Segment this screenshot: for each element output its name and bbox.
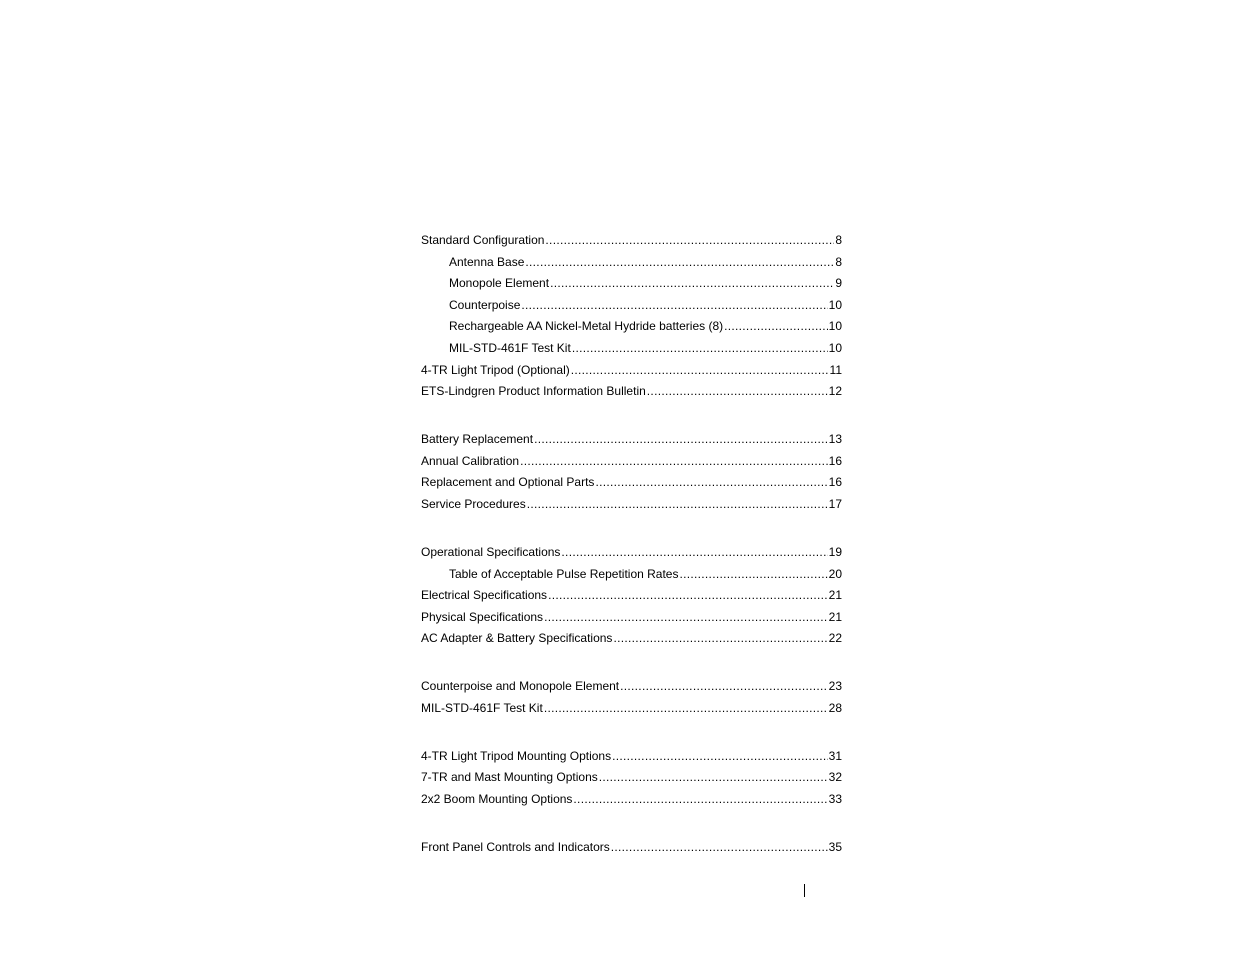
dot-leader xyxy=(599,767,828,789)
dot-leader xyxy=(527,494,828,516)
toc-entry-page: 22 xyxy=(828,631,842,646)
toc-entry-title: Annual Calibration xyxy=(421,453,520,468)
toc-entry-front-panel-controls[interactable] xyxy=(421,837,842,859)
toc-entry-page: 10 xyxy=(828,319,842,334)
toc-entry-title: 4-TR Light Tripod Mounting Options xyxy=(421,748,612,763)
dot-leader xyxy=(521,295,827,317)
toc-entry-title: Physical Specifications xyxy=(421,609,544,624)
toc-entry-rechargeable-batteries[interactable] xyxy=(421,316,842,338)
toc-entry-title: AC Adapter & Battery Specifications xyxy=(421,631,613,646)
toc-entry-mil-std-test-kit-assembly[interactable] xyxy=(421,698,842,720)
toc-entry-title: Front Panel Controls and Indicators xyxy=(421,840,610,855)
footer-rule-mark xyxy=(804,884,805,897)
toc-entry-title: Rechargeable AA Nickel-Metal Hydride batteries (8) xyxy=(449,319,724,334)
toc-entry-title: ETS-Lindgren Product Information Bulletin xyxy=(421,384,646,399)
toc-entry-page: 10 xyxy=(828,297,842,312)
toc-entry-page: 28 xyxy=(828,700,842,715)
toc-entry-page: 8 xyxy=(835,233,842,247)
toc-entry-service-procedures[interactable] xyxy=(421,494,842,516)
toc-entry-page: 35 xyxy=(828,840,842,855)
dot-leader xyxy=(525,252,834,274)
dot-leader xyxy=(620,676,828,698)
dot-leader xyxy=(724,316,828,338)
toc-entry-title: Battery Replacement xyxy=(421,432,534,447)
dot-leader xyxy=(595,472,827,494)
toc-entry-monopole-element[interactable] xyxy=(421,273,842,295)
dot-leader xyxy=(545,230,834,252)
section-gap xyxy=(421,719,842,745)
dot-leader xyxy=(548,585,828,607)
toc-entry-standard-configuration[interactable] xyxy=(421,230,842,252)
toc-entry-page: 21 xyxy=(828,609,842,624)
toc-entry-title: Antenna Base xyxy=(449,254,525,269)
dot-leader xyxy=(572,338,828,360)
dot-leader xyxy=(612,746,828,768)
toc-entry-annual-calibration[interactable] xyxy=(421,451,842,473)
toc-entry-title: Table of Acceptable Pulse Repetition Rates xyxy=(449,566,679,581)
toc-entry-page: 13 xyxy=(828,432,842,447)
toc-entry-battery-replacement[interactable] xyxy=(421,429,842,451)
toc-entry-page: 21 xyxy=(828,588,842,603)
toc-entry-title: 2x2 Boom Mounting Options xyxy=(421,792,573,807)
toc-entry-page: 10 xyxy=(828,340,842,355)
toc-entry-page: 8 xyxy=(835,254,842,269)
toc-entry-product-information-bulletin[interactable] xyxy=(421,381,842,403)
dot-leader xyxy=(520,451,828,473)
toc-entry-page: 16 xyxy=(828,475,842,490)
toc-entry-title: 7-TR and Mast Mounting Options xyxy=(421,770,598,785)
toc-entry-title: Monopole Element xyxy=(449,276,550,291)
toc-entry-title: Service Procedures xyxy=(421,496,526,511)
toc-entry-replacement-optional-parts[interactable] xyxy=(421,472,842,494)
toc-entry-boom-mounting[interactable] xyxy=(421,789,842,811)
toc-entry-page: 11 xyxy=(829,362,842,377)
toc-entry-mil-std-test-kit[interactable] xyxy=(421,338,842,360)
toc-entry-title: Operational Specifications xyxy=(421,544,561,559)
toc-entry-page: 20 xyxy=(828,566,842,581)
section-gap xyxy=(421,516,842,542)
dot-leader xyxy=(573,789,827,811)
table-of-contents xyxy=(421,230,842,859)
dot-leader xyxy=(611,837,828,859)
toc-entry-title: Electrical Specifications xyxy=(421,588,548,603)
section-gap xyxy=(421,650,842,676)
toc-entry-page: 31 xyxy=(828,748,842,763)
dot-leader xyxy=(571,360,829,382)
toc-entry-title: MIL-STD-461F Test Kit xyxy=(421,700,543,715)
toc-entry-ac-adapter-battery-specifications[interactable] xyxy=(421,628,842,650)
dot-leader xyxy=(613,628,827,650)
toc-entry-page: 32 xyxy=(828,770,842,785)
toc-entry-page: 12 xyxy=(828,384,842,399)
dot-leader xyxy=(561,542,827,564)
toc-entry-page: 16 xyxy=(828,453,842,468)
toc-entry-counterpoise-monopole[interactable] xyxy=(421,676,842,698)
dot-leader xyxy=(534,429,828,451)
toc-entry-title: Standard Configuration xyxy=(421,233,545,247)
dot-leader xyxy=(544,698,828,720)
toc-entry-mast-mounting[interactable] xyxy=(421,767,842,789)
toc-entry-light-tripod-mounting[interactable] xyxy=(421,746,842,768)
dot-leader xyxy=(679,564,827,586)
toc-entry-counterpoise[interactable] xyxy=(421,295,842,317)
toc-entry-title: Counterpoise xyxy=(449,297,521,312)
toc-entry-title: MIL-STD-461F Test Kit xyxy=(449,340,571,355)
toc-entry-page: 9 xyxy=(835,276,842,291)
toc-entry-page: 17 xyxy=(828,496,842,511)
toc-entry-page: 33 xyxy=(828,792,842,807)
toc-entry-physical-specifications[interactable] xyxy=(421,607,842,629)
toc-entry-pulse-repetition-rates[interactable] xyxy=(421,564,842,586)
toc-entry-title: Counterpoise and Monopole Element xyxy=(421,679,620,694)
toc-entry-title: 4-TR Light Tripod (Optional) xyxy=(421,362,570,377)
toc-entry-light-tripod-optional[interactable] xyxy=(421,360,842,382)
dot-leader xyxy=(550,273,834,295)
section-gap xyxy=(421,811,842,837)
toc-entry-operational-specifications[interactable] xyxy=(421,542,842,564)
toc-entry-electrical-specifications[interactable] xyxy=(421,585,842,607)
toc-entry-title: Replacement and Optional Parts xyxy=(421,475,595,490)
toc-entry-page: 19 xyxy=(828,544,842,559)
toc-entry-page: 23 xyxy=(828,679,842,694)
section-gap xyxy=(421,403,842,429)
dot-leader xyxy=(647,381,828,403)
toc-entry-antenna-base[interactable] xyxy=(421,252,842,274)
dot-leader xyxy=(544,607,828,629)
